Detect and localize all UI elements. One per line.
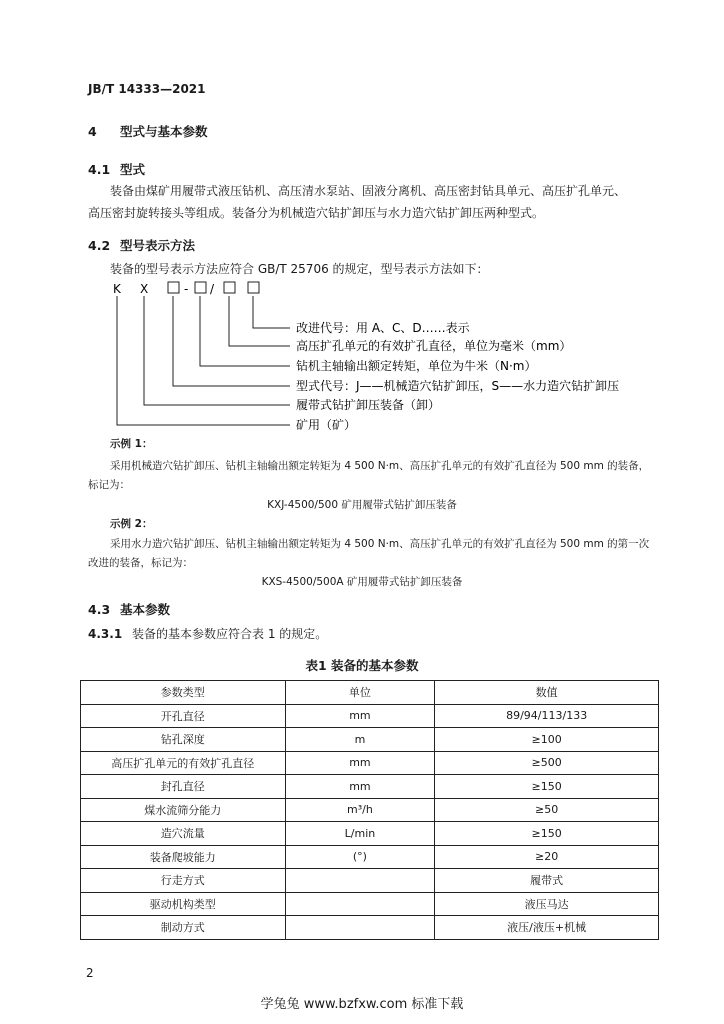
table-cell: ≥150 xyxy=(435,775,659,799)
table-cell xyxy=(285,916,435,940)
table-row xyxy=(81,845,659,869)
label-reaming-diameter: 高压扩孔单元的有效扩孔直径，单位为毫米（mm） xyxy=(296,339,572,353)
table-caption: 表1 装备的基本参数 xyxy=(305,658,419,673)
section-title: 基本参数 xyxy=(120,602,171,617)
table-row xyxy=(81,916,659,940)
table-cell: 液压马达 xyxy=(435,892,659,916)
section-4-2-heading xyxy=(88,236,195,254)
paragraph-line: 装备的型号表示方法应符合 GB/T 25706 的规定，型号表示方法如下： xyxy=(110,262,489,276)
label-rated-torque: 钻机主轴输出额定转矩，单位为牛米（N·m） xyxy=(296,359,537,373)
table-cell: L/min xyxy=(285,822,435,846)
section-number: 4 xyxy=(88,124,97,139)
table-row xyxy=(81,751,659,775)
table-cell: ≥150 xyxy=(435,822,659,846)
table-cell: m xyxy=(285,728,435,752)
table-row xyxy=(81,822,659,846)
table-row xyxy=(81,775,659,799)
section-4-3-1 xyxy=(88,623,327,645)
table-cell: mm xyxy=(285,704,435,728)
example-2-title: 示例 2： xyxy=(110,518,153,530)
example-2-mark: KXS-4500/500A 矿用履带式钻扩卸压装备 xyxy=(261,576,463,588)
section-number: 4.2 xyxy=(88,238,111,253)
table-row xyxy=(81,892,659,916)
section-4-heading xyxy=(88,122,208,140)
table-cell: ≥20 xyxy=(435,845,659,869)
table-cell: 装备爬坡能力 xyxy=(81,845,286,869)
leader-lines xyxy=(117,296,290,425)
placeholder-box-improvement xyxy=(248,282,259,293)
model-separator-dash: - xyxy=(184,282,189,296)
standard-number: JB/T 14333—2021 xyxy=(88,82,206,96)
label-mining-use: 矿用（矿） xyxy=(296,418,357,430)
table-cell: 钻孔深度 xyxy=(81,728,286,752)
table-cell: 行走方式 xyxy=(81,869,286,893)
model-separator-slash: / xyxy=(210,282,215,296)
section-title: 型式与基本参数 xyxy=(120,124,208,139)
table-cell: 液压/液压+机械 xyxy=(435,916,659,940)
section-4-1-heading xyxy=(88,160,145,178)
table-cell xyxy=(285,869,435,893)
table-cell: mm xyxy=(285,775,435,799)
table-header-row xyxy=(81,681,659,705)
label-type-code: 型式代号：J——机械造穴钻扩卸压，S——水力造穴钻扩卸压 xyxy=(296,379,620,393)
table-cell: 高压扩孔单元的有效扩孔直径 xyxy=(81,751,286,775)
table-cell: 驱动机构类型 xyxy=(81,892,286,916)
page-number: 2 xyxy=(86,966,94,980)
example-1-title: 示例 1： xyxy=(110,438,153,450)
model-letter-x: X xyxy=(140,282,149,296)
watermark-footer: 学兔兔 www.bzfxw.com 标准下载 xyxy=(260,997,464,1012)
table-cell: 开孔直径 xyxy=(81,704,286,728)
table-cell: 89/94/113/133 xyxy=(435,704,659,728)
placeholder-box-torque xyxy=(195,282,206,293)
column-header: 单位 xyxy=(285,681,435,705)
section-title: 型式 xyxy=(120,162,146,177)
table-cell: 封孔直径 xyxy=(81,775,286,799)
table-row xyxy=(81,798,659,822)
example-1-line: 标记为： xyxy=(88,479,130,491)
paragraph-text: 装备的基本参数应符合表 1 的规定。 xyxy=(132,627,328,641)
placeholder-box-diameter xyxy=(224,282,235,293)
table-cell: ≥50 xyxy=(435,798,659,822)
section-number: 4.3 xyxy=(88,602,111,617)
table-row xyxy=(81,869,659,893)
table-cell: ≥500 xyxy=(435,751,659,775)
label-improvement-code: 改进代号：用 A、C、D……表示 xyxy=(296,321,470,335)
example-1-mark: KXJ-4500/500 矿用履带式钻扩卸压装备 xyxy=(267,499,457,511)
table-cell: m³/h xyxy=(285,798,435,822)
placeholder-box-type xyxy=(168,282,179,293)
table-cell: (°) xyxy=(285,845,435,869)
example-2-line: 采用水力造穴钻扩卸压、钻机主轴输出额定转矩为 4 500 N·m、高压扩孔单元的有效扩孔直径为 500 mm 的第一次 xyxy=(110,538,650,550)
paragraph-line: 装备由煤矿用履带式液压钻机、高压清水泵站、固液分离机、高压密封钻具单元、高压扩孔单元、 xyxy=(110,184,627,198)
section-number: 4.3.1 xyxy=(88,627,123,641)
table-row xyxy=(81,728,659,752)
table-cell: mm xyxy=(285,751,435,775)
model-designation-diagram xyxy=(100,280,660,430)
table-row xyxy=(81,704,659,728)
label-crawler-equipment: 履带式钻扩卸压装备（卸） xyxy=(296,398,441,412)
section-4-3-heading xyxy=(88,600,170,618)
table-cell: 制动方式 xyxy=(81,916,286,940)
table-cell: ≥100 xyxy=(435,728,659,752)
table-cell xyxy=(285,892,435,916)
section-title: 型号表示方法 xyxy=(120,238,196,253)
section-number: 4.1 xyxy=(88,162,111,177)
table-cell: 煤水流筛分能力 xyxy=(81,798,286,822)
paragraph-line: 高压密封旋转接头等组成。装备分为机械造穴钻扩卸压与水力造穴钻扩卸压两种型式。 xyxy=(88,206,545,220)
column-header: 参数类型 xyxy=(81,681,286,705)
example-1-line: 采用机械造穴钻扩卸压、钻机主轴输出额定转矩为 4 500 N·m、高压扩孔单元的有效扩孔直径为 500 mm 的装备， xyxy=(110,460,650,472)
model-letter-k: K xyxy=(113,282,121,296)
column-header: 数值 xyxy=(435,681,659,705)
table-cell: 造穴流量 xyxy=(81,822,286,846)
parameters-table xyxy=(80,680,659,940)
example-2-line: 改进的装备，标记为： xyxy=(88,557,193,569)
table-cell: 履带式 xyxy=(435,869,659,893)
